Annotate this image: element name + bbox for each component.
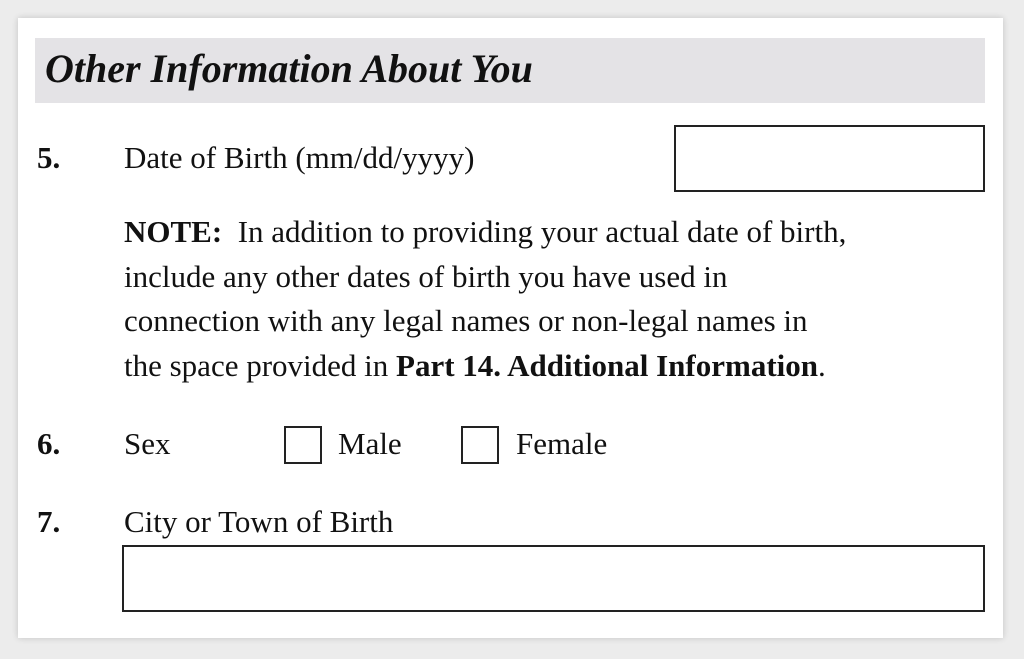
- date-of-birth-input[interactable]: [674, 125, 985, 192]
- note-line-4: the space provided in: [124, 347, 397, 383]
- sex-label: Sex: [124, 426, 171, 461]
- note-prefix: NOTE:: [124, 214, 223, 249]
- item-number-5: 5.: [37, 140, 61, 175]
- date-of-birth-label: Date of Birth (mm/dd/yyyy): [124, 140, 475, 175]
- note-line-3: connection with any legal names or non-legal names in: [124, 303, 808, 338]
- note-line-4-end: .: [818, 347, 826, 383]
- form-page: [18, 18, 1003, 638]
- section-header: [35, 38, 985, 103]
- city-of-birth-input[interactable]: [122, 545, 985, 612]
- note-part-reference: Part 14. Additional Information: [396, 347, 818, 383]
- male-checkbox[interactable]: [284, 426, 322, 464]
- item-number-6: 6.: [37, 426, 61, 461]
- item-number-7: 7.: [37, 504, 61, 539]
- dob-note: [124, 210, 994, 388]
- note-line-1: In addition to providing your actual date of birth,: [237, 214, 847, 249]
- male-option-label: Male: [338, 426, 402, 461]
- city-of-birth-label: City or Town of Birth: [124, 504, 394, 539]
- section-title: Other Information About You: [45, 46, 533, 91]
- female-checkbox[interactable]: [461, 426, 499, 464]
- note-line-2: include any other dates of birth you have used in: [124, 258, 728, 294]
- female-option-label: Female: [516, 426, 608, 461]
